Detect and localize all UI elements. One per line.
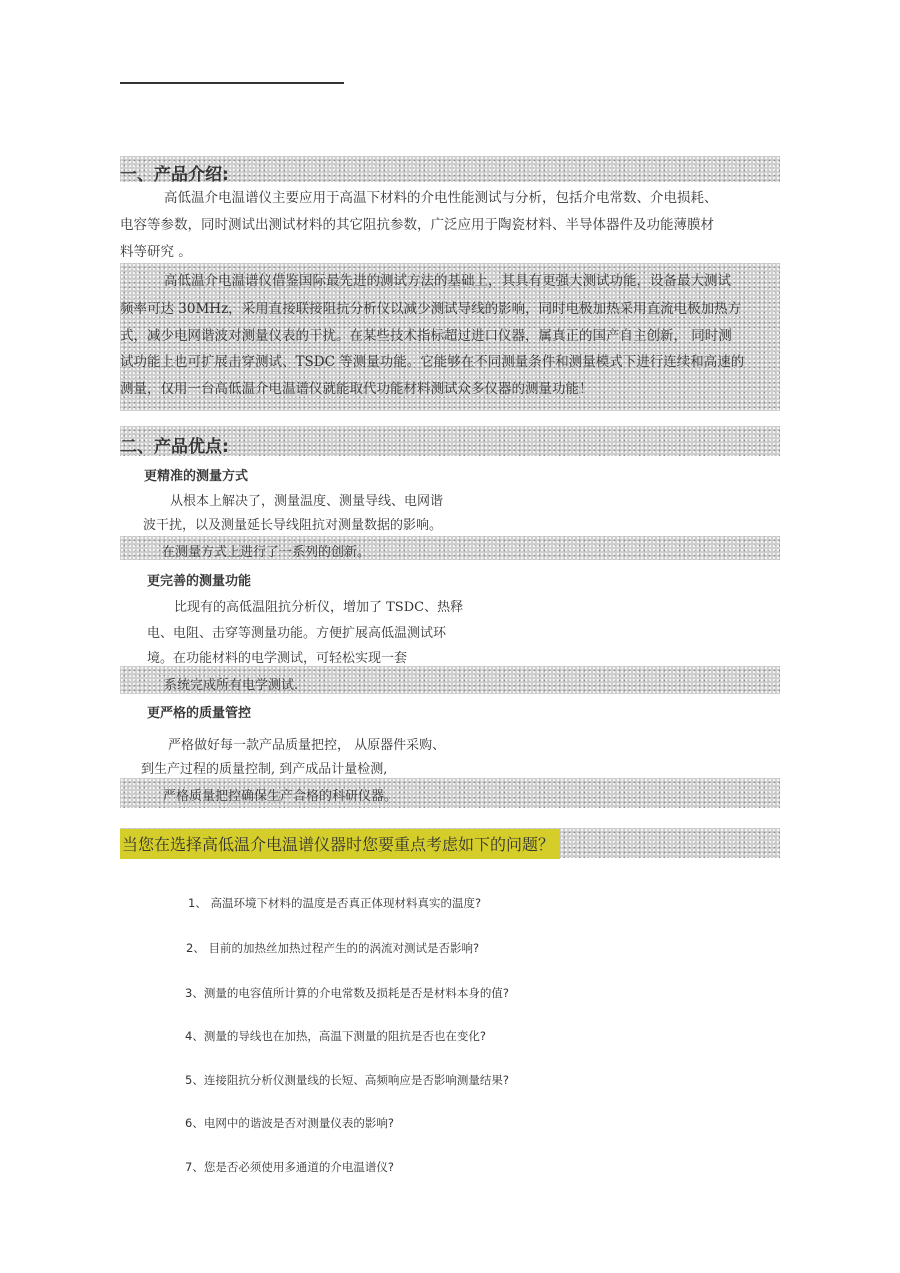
- para1-line: 高低温介电温谱仪主要应用于高温下材料的介电性能测试与分析，包括介电常数、介电损耗、: [164, 190, 718, 206]
- advantage-line: 严格质量把控确保生产合格的科研仪器。: [163, 789, 398, 804]
- advantage-line: 在测量方式上进行了一系列的创新。: [162, 545, 371, 560]
- question-item: 7、您是否必须使用多通道的介电温谱仪?: [185, 1160, 394, 1174]
- para2-line: 高低温介电温谱仪借鉴国际最先进的测试方法的基础上，其具有更强大测试功能，设备最大测试: [164, 273, 731, 289]
- para1-line: 料等研究 。: [120, 244, 192, 260]
- advantage-line: 电、电阻、击穿等测量功能。方便扩展高低温测试环: [147, 626, 447, 641]
- advantage-line: 从根本上解决了，测量温度、测量导线、电网谐: [170, 494, 444, 509]
- header-rule: [120, 82, 344, 84]
- advantage-title: 更严格的质量管控: [147, 706, 252, 721]
- para2-line: 式，减少电网谐波对测量仪表的干扰。在某些技术指标超过进口仪器，属真正的国产自主创新， 同时测: [120, 328, 732, 344]
- advantage-line: 境。在功能材料的电学测试，可轻松实现一套: [147, 651, 408, 666]
- question-item: 3、测量的电容值所计算的介电常数及损耗是否是材料本身的值?: [185, 986, 509, 1000]
- advantage-line: 比现有的高低温阻抗分析仪，增加了 TSDC、热释: [174, 600, 464, 615]
- para1-line: 电容等参数，同时测试出测试材料的其它阻抗参数，广泛应用于陶瓷材料、半导体器件及功能薄膜材: [120, 217, 714, 233]
- advantage-line: 严格做好每一款产品质量把控， 从原器件采购、: [168, 738, 446, 753]
- section1-heading: 一、产品介绍:: [120, 165, 229, 185]
- advantage-line: 到生产过程的质量控制, 到产成品计量检测,: [141, 762, 388, 777]
- para2-line: 试功能上也可扩展击穿测试、TSDC 等测量功能。它能够在不同测量条件和测量模式下进行连续和高速的: [120, 354, 745, 370]
- question-item: 2、 目前的加热丝加热过程产生的的涡流对测试是否影响?: [186, 941, 480, 955]
- para2-line: 测量，仅用一台高低温介电温谱仪就能取代功能材料测试众多仪器的测量功能！: [120, 381, 593, 397]
- question-item: 4、测量的导线也在加热，高温下测量的阻抗是否也在变化?: [185, 1029, 486, 1043]
- section2-heading: 二、产品优点:: [120, 437, 229, 457]
- question-item: 5、连接阻抗分析仪测量线的长短、高频响应是否影响测量结果?: [185, 1073, 509, 1087]
- question-item: 6、电网中的谐波是否对测量仪表的影响?: [185, 1116, 394, 1130]
- advantage-title: 更完善的测量功能: [147, 574, 252, 589]
- highlight-question: 当您在选择高低温介电温谱仪器时您要重点考虑如下的问题？: [120, 829, 560, 859]
- advantage-line: 系统完成所有电学测试.: [164, 678, 299, 693]
- advantage-title: 更精准的测量方式: [144, 469, 249, 484]
- advantage-line: 波干扰，以及测量延长导线阻抗对测量数据的影响。: [143, 518, 443, 533]
- para2-line: 频率可达 30MHz，采用直接联接阻抗分析仪以减少测试导线的影响，同时电极加热采用直流电极加热方: [120, 301, 742, 317]
- question-item: 1、 高温环境下材料的温度是否真正体现材料真实的温度?: [188, 896, 482, 910]
